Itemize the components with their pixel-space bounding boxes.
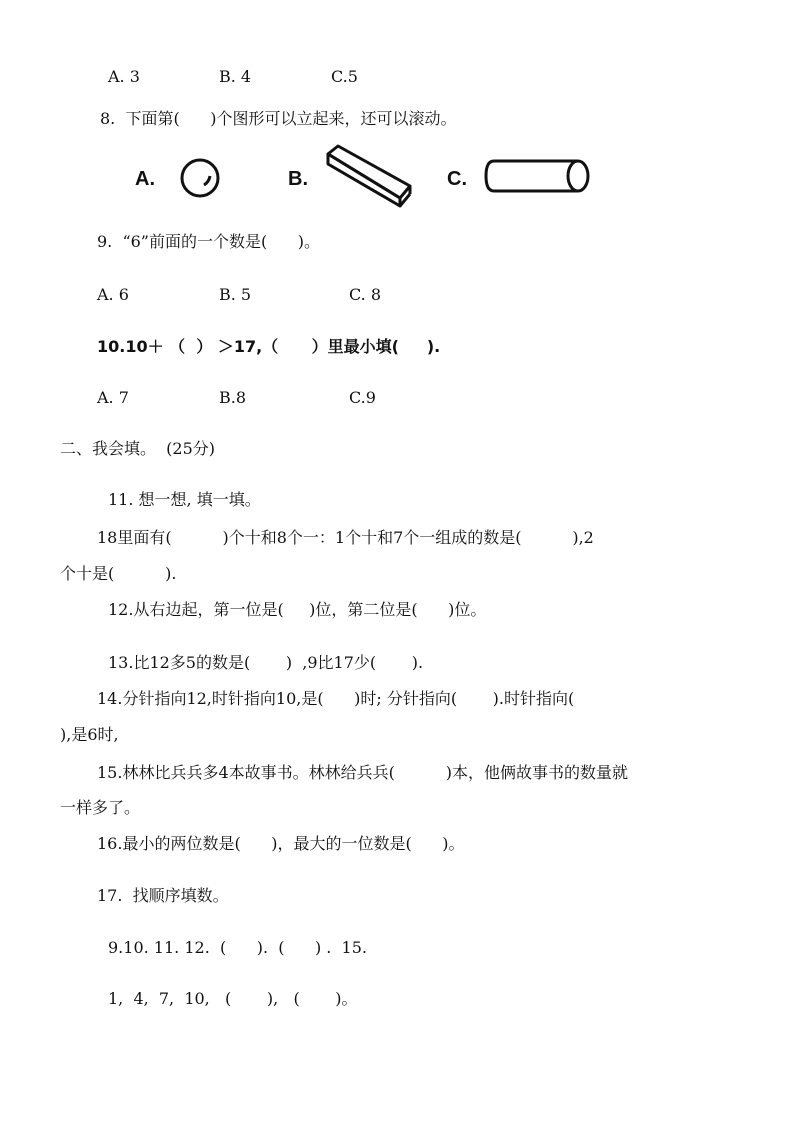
q14-line-1: 14.分针指向12,时针指向10,是( )时; 分针指向( ).时针指向( — [97, 689, 575, 708]
q15-line-1: 15.林林比兵兵多4本故事书。林林给兵兵( )本，他俩故事书的数量就 — [97, 763, 628, 782]
cylinder-icon — [484, 158, 596, 198]
q16-text: 16.最小的两位数是( )，最大的一位数是( )。 — [97, 834, 465, 853]
q8-label-a: A. — [135, 168, 155, 190]
q8-text: 8. 下面第( )个图形可以立起来，还可以滚动。 — [100, 109, 457, 128]
q14-line-2: ),是6时, — [60, 725, 119, 744]
q17-title: 17. 找顺序填数。 — [97, 886, 229, 905]
q11-title: 11. 想一想, 填一填。 — [108, 490, 261, 509]
q10-option-c: C.9 — [349, 388, 376, 407]
q9-text: 9. “6”前面的一个数是( )。 — [97, 232, 320, 251]
q11-line-1: 18里面有( )个十和8个一：1个十和7个一组成的数是( ),2 — [97, 528, 594, 547]
q17-sequence-2: 1, 4, 7, 10, ( ), ( )。 — [108, 989, 358, 1008]
q9-option-c: C. 8 — [349, 285, 382, 304]
q9-option-a: A. 6 — [97, 285, 129, 304]
q7-option-a: A. 3 — [108, 67, 140, 86]
q9-option-b: B. 5 — [219, 285, 252, 304]
q10-option-a: A. 7 — [97, 388, 129, 407]
q7-option-b: B. 4 — [219, 67, 252, 86]
q8-label-c: C. — [447, 168, 467, 190]
q10-option-b: B.8 — [219, 388, 247, 407]
q10-text: 10.10＋ （ ） ＞17,（ ）里最小填( ). — [97, 337, 441, 356]
rectangular-prism-icon — [322, 142, 414, 208]
q13-text: 13.比12多5的数是( ) ,9比17少( ). — [108, 653, 424, 672]
section-heading: 二、我会填。 (25分) — [60, 439, 216, 458]
q12-text: 12.从右边起，第一位是( )位，第二位是( )位。 — [108, 600, 487, 619]
circle-icon — [180, 158, 222, 200]
q15-line-2: 一样多了。 — [60, 798, 141, 817]
q17-sequence-1: 9.10. 11. 12. ( ). ( ) . 15. — [108, 938, 367, 957]
q7-option-c: C.5 — [331, 67, 358, 86]
q8-label-b: B. — [288, 168, 308, 190]
q11-line-2: 个十是( ). — [60, 564, 177, 583]
